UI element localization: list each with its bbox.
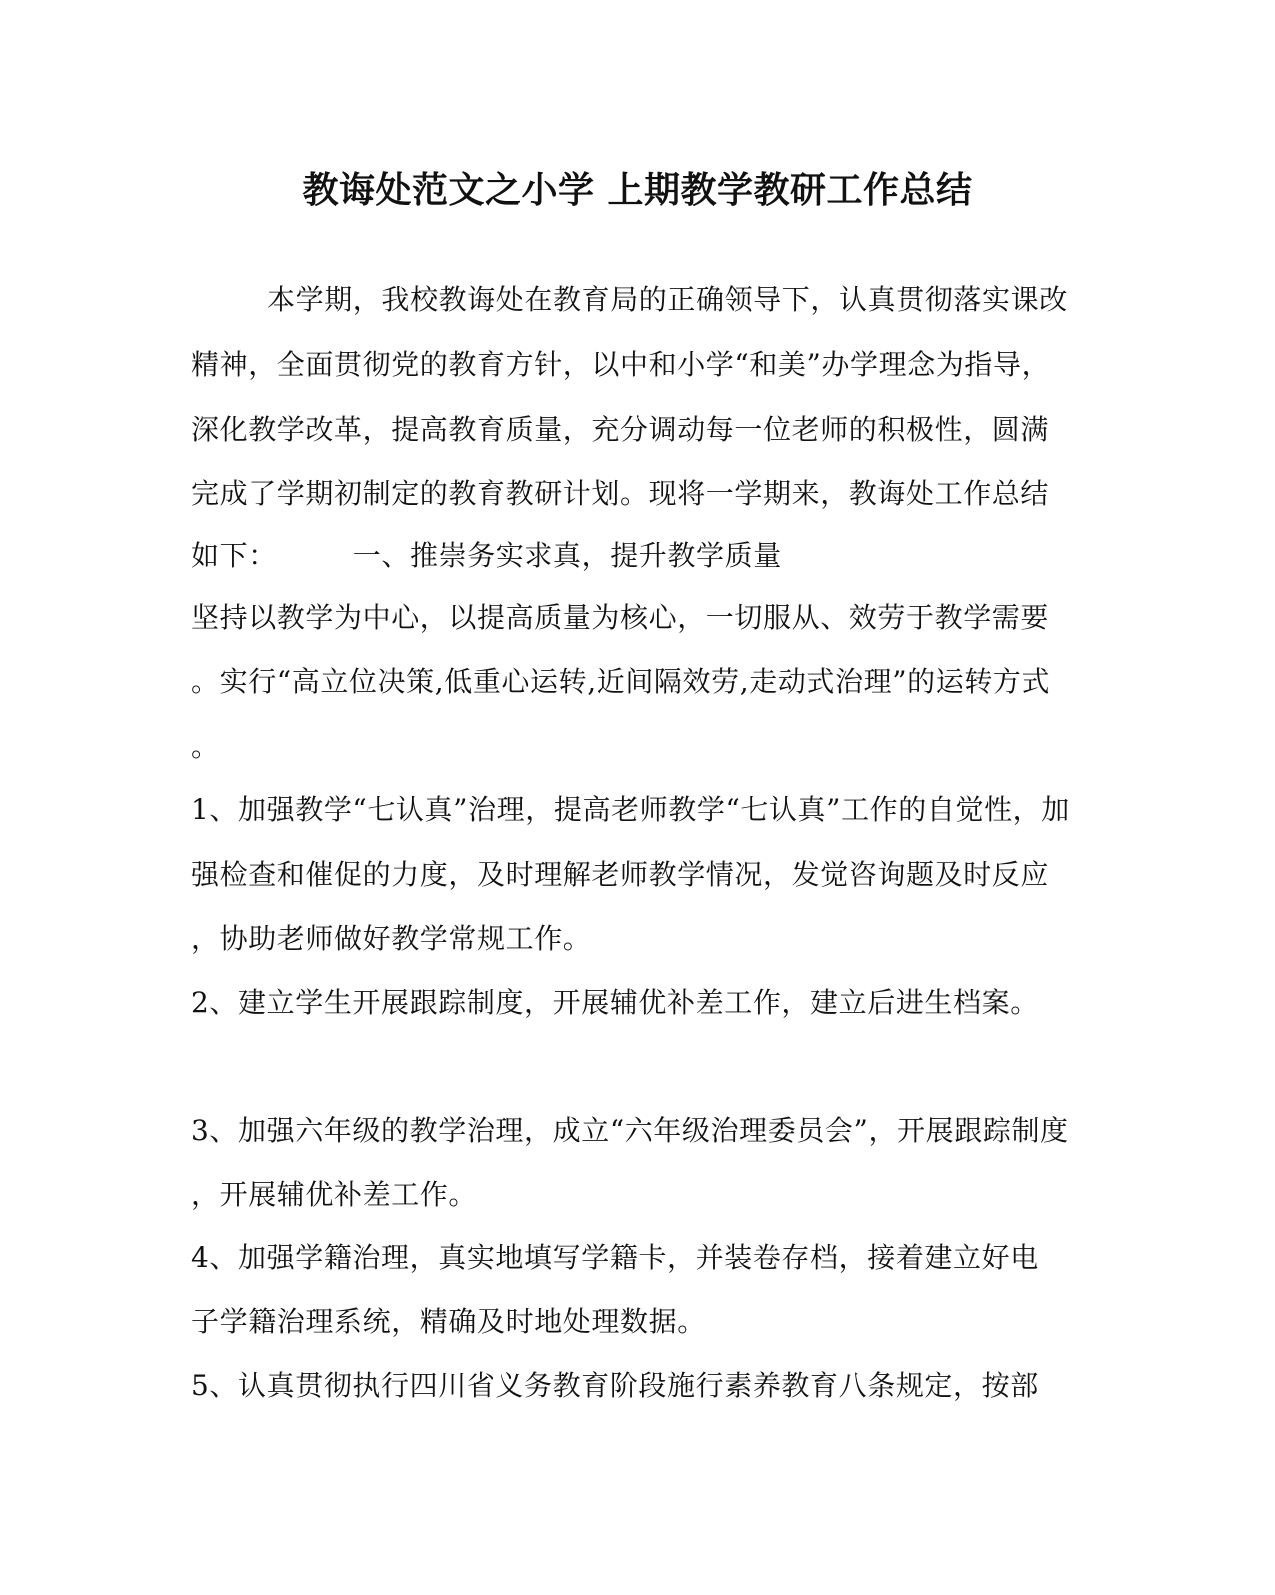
body-line: 5、认真贯彻执行四川省义务教育阶段施行素养教育八条规定，按部 [191,1369,1039,1402]
body-line: 坚持以教学为中心，以提高质量为核心，一切服从、效劳于教学需要 [191,601,1050,634]
body-line: 3、加强六年级的教学治理，成立“六年级治理委员会”，开展跟踪制度 [191,1114,1069,1147]
body-line: 1、加强教学“七认真”治理，提高老师教学“七认真”工作的自觉性，加 [191,793,1070,826]
body-line: ，开展辅优补差工作。 [191,1178,478,1211]
body-line: 深化教学改革，提高教育质量，充分调动每一位老师的积极性，圆满 [191,413,1050,446]
body-line: 2、建立学生开展跟踪制度，开展辅优补差工作，建立后进生档案。 [191,986,1039,1019]
body-line: 精神，全面贯彻党的教育方针，以中和小学“和美”办学理念为指导， [191,348,1051,381]
body-line: 如下： 一、推崇务实求真，提升教学质量 [191,539,782,572]
body-line: ，协助老师做好教学常规工作。 [191,922,592,955]
body-line: 。 [191,730,220,763]
body-line: 强检查和催促的力度，及时理解老师教学情况，发觉咨询题及时反应 [191,858,1050,891]
body-line: 子学籍治理系统，精确及时地处理数据。 [191,1305,706,1338]
body-line: 。实行“高立位决策,低重心运转,近间隔效劳,走动式治理”的运转方式 [191,665,1051,698]
document-title: 教诲处范文之小学 上期教学教研工作总结 [302,169,973,211]
body-line: 本学期，我校教诲处在教育局的正确领导下，认真贯彻落实课改 [191,283,1068,316]
body-line: 完成了学期初制定的教育教研计划。现将一学期来，教诲处工作总结 [191,477,1050,510]
body-line: 4、加强学籍治理，真实地填写学籍卡，并装卷存档，接着建立好电 [191,1241,1039,1274]
